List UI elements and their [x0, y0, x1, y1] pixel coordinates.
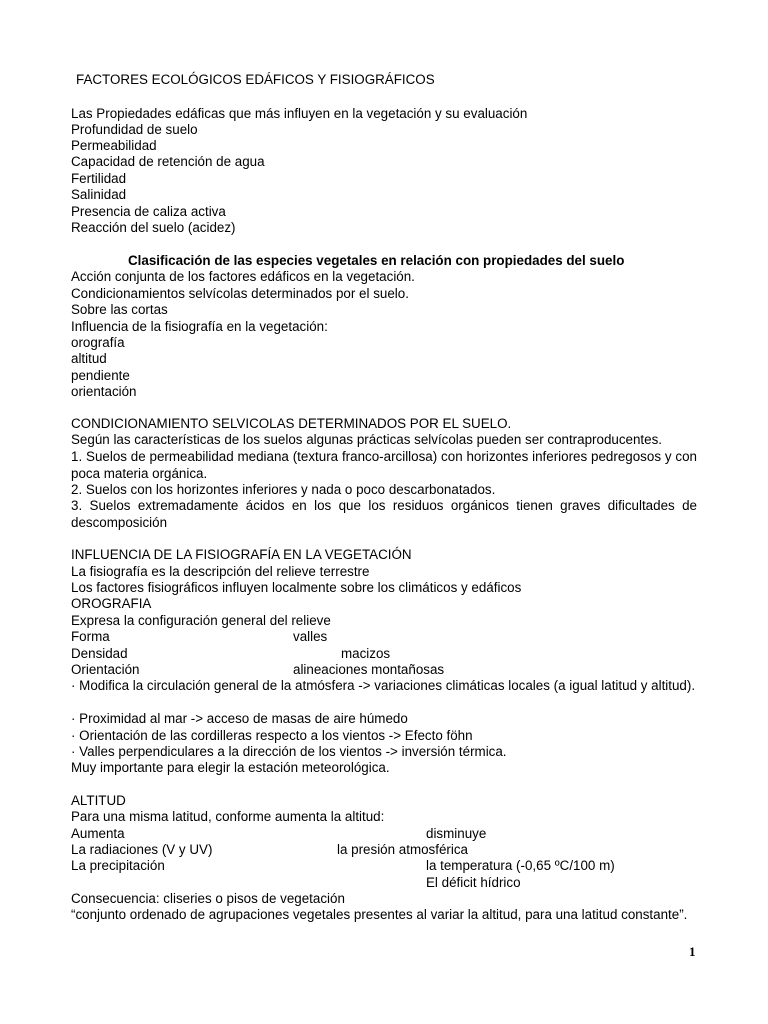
page-number: 1	[689, 944, 696, 959]
orografia-closing: Muy importante para elegir la estación meteorológica.	[71, 760, 390, 775]
influencia-line: Los factores fisiográficos influyen localmente sobre los climáticos y edáficos	[71, 580, 522, 595]
classification-line: Acción conjunta de los factores edáficos en la vegetación.	[71, 269, 415, 284]
condicionamiento-heading: CONDICIONAMIENTO SELVICOLAS DETERMINADOS POR EL SUELO.	[71, 416, 512, 431]
classification-line: orografía	[71, 335, 125, 350]
intro-line: Fertilidad	[71, 171, 127, 186]
intro-line: Presencia de caliza activa	[71, 204, 226, 219]
orografia-heading: OROGRAFIA	[71, 596, 152, 611]
orografia-definition: Expresa la configuración general del relieve	[71, 613, 331, 628]
densidad-value: macizos	[341, 646, 391, 661]
intro-line: Reacción del suelo (acidez)	[71, 220, 236, 235]
condicionamiento-item: 2. Suelos con los horizontes inferiores y nada o poco descarbonatados.	[71, 482, 496, 497]
orientacion-label: Orientación	[71, 662, 140, 677]
precipitacion-item: La precipitación	[71, 858, 165, 873]
orografia-bullet: · Valles perpendiculares a la dirección de los vientos -> inversión térmica.	[71, 744, 507, 759]
classification-heading: Clasificación de las especies vegetales en relación con propiedades del suelo	[128, 253, 625, 268]
intro-line: Capacidad de retención de agua	[71, 154, 265, 169]
disminuye-label: disminuye	[426, 826, 487, 841]
aumenta-label: Aumenta	[71, 826, 125, 841]
orografia-bullet: · Modifica la circulación general de la atmósfera -> variaciones climáticas locales (a igual latitud y altitud).	[71, 678, 696, 693]
classification-line: pendiente	[71, 368, 130, 383]
altitud-heading: ALTITUD	[71, 793, 126, 808]
altitud-quote: “conjunto ordenado de agrupaciones vegetales presentes al variar la altitud, para una latitud constante”.	[71, 907, 688, 922]
classification-line: Sobre las cortas	[71, 302, 168, 317]
influencia-line: La fisiografía es la descripción del relieve terrestre	[71, 564, 370, 579]
altitud-intro: Para una misma latitud, conforme aumenta la altitud:	[71, 809, 385, 824]
orografia-bullet: · Proximidad al mar -> acceso de masas de aire húmedo	[71, 711, 408, 726]
condicionamiento-intro: Según las características de los suelos algunas prácticas selvícolas pueden ser contraproducentes.	[71, 432, 663, 447]
radiaciones-item: La radiaciones (V y UV)	[71, 842, 213, 857]
intro-line: Salinidad	[71, 187, 127, 202]
condicionamiento-item: 1. Suelos de permeabilidad mediana (textura franco-arcillosa) con horizontes inferiores pedregosos y con poca materia orgánica.	[71, 449, 697, 481]
condicionamiento-item: 3. Suelos extremadamente ácidos en los que los residuos orgánicos tienen graves dificultades de descomposición	[71, 498, 697, 530]
altitud-consecuencia: Consecuencia: cliseries o pisos de vegetación	[71, 891, 345, 906]
densidad-label: Densidad	[71, 646, 128, 661]
deficit-item: El déficit hídrico	[426, 875, 521, 890]
forma-label: Forma	[71, 629, 110, 644]
orientacion-value: alineaciones montañosas	[293, 662, 445, 677]
temperatura-item: la temperatura (-0,65 ºC/100 m)	[426, 858, 615, 873]
forma-value: valles	[293, 629, 328, 644]
classification-line: Condicionamientos selvícolas determinados por el suelo.	[71, 286, 409, 301]
document-title: FACTORES ECOLÓGICOS EDÁFICOS Y FISIOGRÁFICOS	[76, 72, 435, 87]
classification-line: Influencia de la fisiografía en la vegetación:	[71, 319, 328, 334]
classification-line: orientación	[71, 384, 137, 399]
intro-line: Profundidad de suelo	[71, 122, 198, 137]
presion-item: la presión atmosférica	[337, 842, 468, 857]
orografia-bullet: · Orientación de las cordilleras respecto a los vientos -> Efecto föhn	[71, 728, 473, 743]
intro-line: Las Propiedades edáficas que más influyen en la vegetación y su evaluación	[71, 106, 528, 121]
intro-line: Permeabilidad	[71, 138, 157, 153]
classification-line: altitud	[71, 351, 107, 366]
influencia-heading: INFLUENCIA DE LA FISIOGRAFÍA EN LA VEGETACIÓN	[71, 547, 412, 562]
